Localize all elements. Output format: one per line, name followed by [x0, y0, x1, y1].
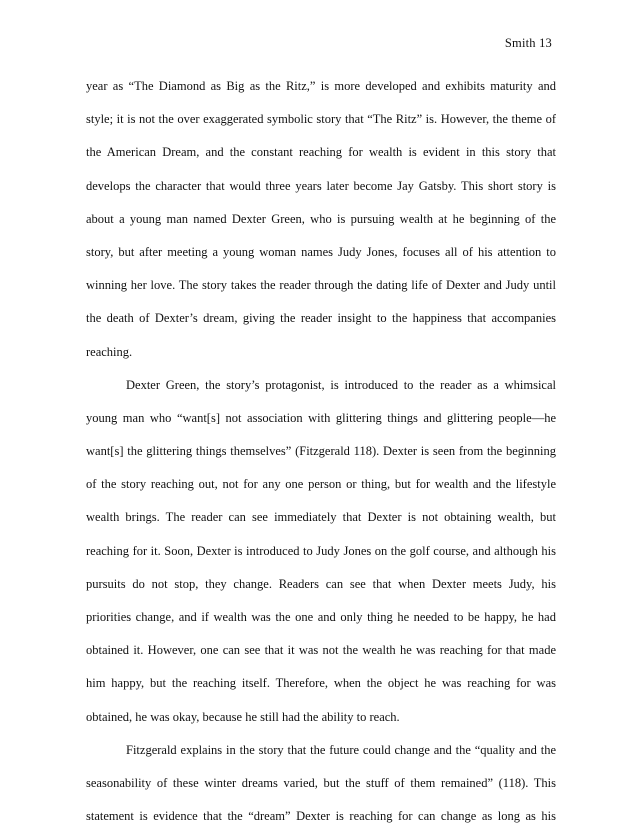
- text-line: the death of Dexter’s dream, giving the reader insight to the happiness that accompanies: [86, 311, 556, 326]
- text-line: statement is evidence that the “dream” Dexter is reaching for can change as long as his: [86, 809, 556, 824]
- text-line: develops the character that would three years later become Jay Gatsby. This short story is: [86, 178, 556, 193]
- text-line: priorities change, and if wealth was the one and only thing he needed to be happy, he had: [86, 610, 556, 624]
- text-line: reaching.: [86, 344, 133, 359]
- text-line: reaching for it. Soon, Dexter is introduced to Judy Jones on the golf course, and although his: [86, 543, 556, 558]
- paragraph-first-line: Dexter Green, the story’s protagonist, is introduced to the reader as a whimsical: [126, 377, 556, 392]
- text-line: of the story reaching out, not for any one person or thing, but for wealth and the lifestyle: [86, 477, 556, 492]
- text-line: obtained, he was okay, because he still had the ability to reach.: [86, 709, 400, 724]
- text-line: pursuits do not stop, they change. Readers can see that when Dexter meets Judy, his: [86, 576, 556, 591]
- text-line: wealth brings. The reader can see immediately that Dexter is not obtaining wealth, but: [86, 510, 556, 525]
- text-line: about a young man named Dexter Green, who is pursuing wealth at he beginning of the: [86, 211, 556, 226]
- body-text: [86, 70, 556, 833]
- text-line: style; it is not the over exaggerated symbolic story that “The Ritz” is. However, the theme of: [86, 112, 556, 127]
- paragraph-first-line: Fitzgerald explains in the story that the future could change and the “quality and the: [126, 742, 556, 757]
- text-line: him happy, but the reaching itself. Therefore, when the object he was reaching for was: [86, 676, 556, 691]
- text-line: seasonability of these winter dreams varied, but the stuff of them remained” (118). This: [86, 775, 556, 790]
- text-line: story, but after meeting a young woman names Judy Jones, focuses all of his attention to: [86, 244, 556, 259]
- text-line: winning her love. The story takes the reader through the dating life of Dexter and Judy until: [86, 278, 556, 293]
- text-line: want[s] the glittering things themselves” (Fitzgerald 118). Dexter is seen from the beginning: [86, 444, 556, 459]
- running-head: Smith 13: [504, 36, 552, 50]
- text-line: year as “The Diamond as Big as the Ritz,” is more developed and exhibits maturity and: [86, 79, 556, 93]
- text-line: obtained it. However, one can see that it was not the wealth he was reaching for that made: [86, 643, 556, 658]
- text-line: young man who “want[s] not association with glittering things and glittering people—he: [86, 410, 556, 425]
- text-line: the American Dream, and the constant reaching for wealth is evident in this story that: [86, 145, 556, 160]
